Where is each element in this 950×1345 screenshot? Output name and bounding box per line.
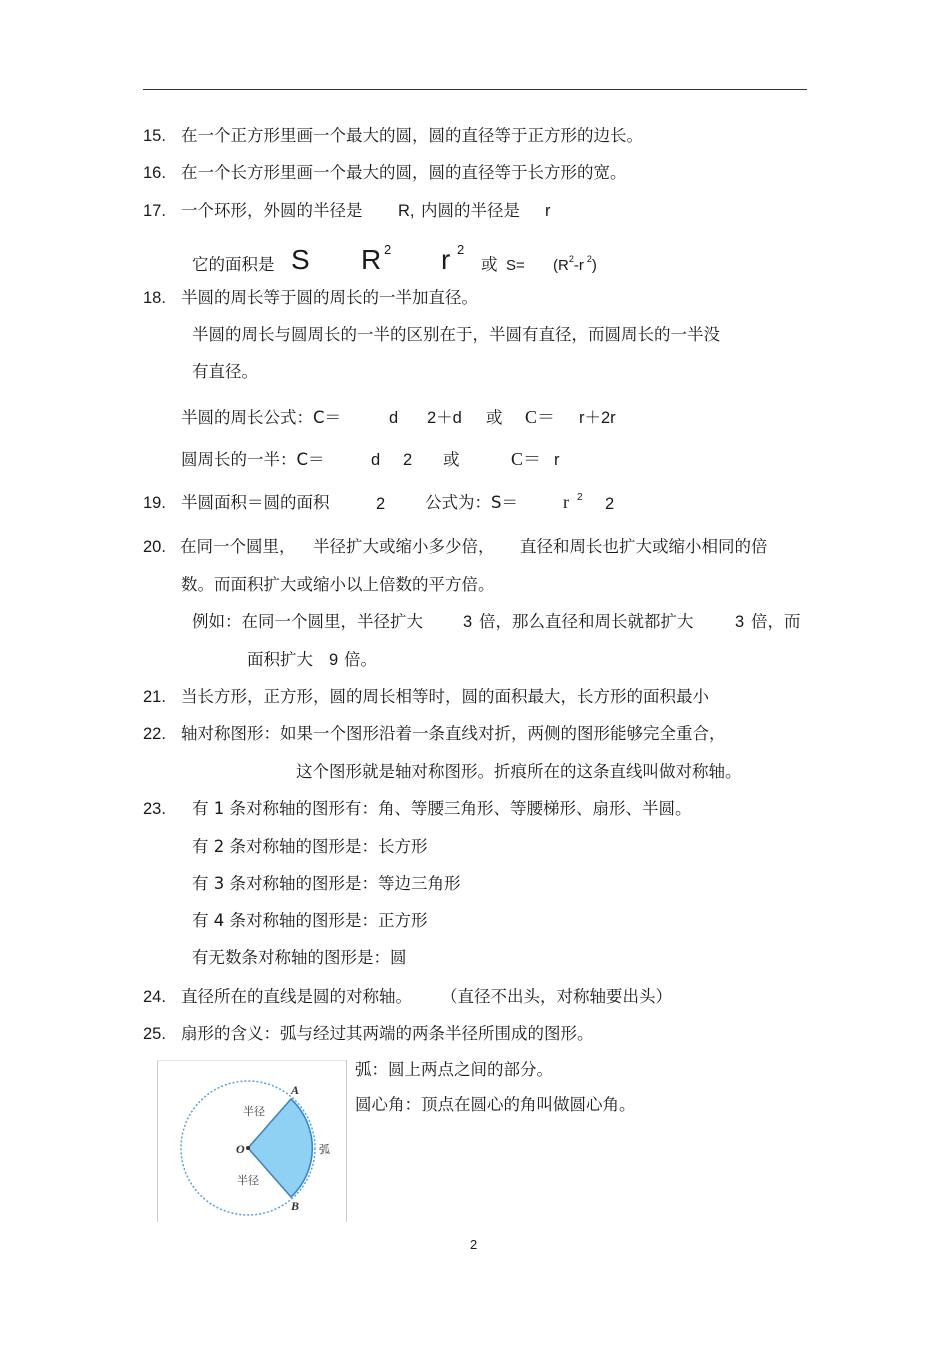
note-text: 半圆的周长与圆周长的一半的区别在于，半圆有直径，而圆周长的一半没 [192, 325, 720, 344]
sector-diagram [157, 1060, 347, 1222]
formula-d: d [389, 409, 399, 427]
or-text: 或 [486, 408, 503, 427]
formula-2: 2 [403, 451, 413, 469]
formula-2: 2 [605, 495, 615, 513]
central-angle-definition: 圆心角：顶点在圆心的角叫做圆心角。 [355, 1095, 636, 1114]
item-number: 17. [143, 202, 166, 220]
formula-2: 2 [376, 495, 386, 513]
item-number: 22. [143, 725, 166, 743]
or-text: 或 [443, 450, 460, 469]
formula-S: S= [506, 257, 525, 274]
formula-label: 公式为：S＝ [425, 493, 518, 512]
item-text: 直径和周长也扩大或缩小相同的倍 [520, 537, 768, 556]
item-text: 在一个长方形里画一个最大的圆，圆的直径等于长方形的宽。 [181, 163, 627, 182]
item-number: 19. [143, 494, 166, 512]
center-point [246, 1146, 250, 1150]
label-O: O [236, 1142, 245, 1156]
label-radius-upper: 半径 [243, 1105, 265, 1118]
item-number: 21. [143, 688, 166, 706]
item-text: 在同一个圆里， [180, 537, 296, 556]
example-text: 倍，那么直径和周长就都扩大 [479, 612, 694, 631]
exponent: 2 [384, 242, 392, 257]
item-text: 扇形的含义：弧与经过其两端的两条半径所围成的图形。 [181, 1024, 594, 1043]
item-text: 有无数条对称轴的图形是：圆 [192, 948, 407, 967]
example-text: 面积扩大 [247, 650, 313, 669]
example-number: 3 [463, 613, 473, 631]
item-text: 有 4 条对称轴的图形是：正方形 [192, 911, 428, 930]
label-radius-lower: 半径 [237, 1174, 259, 1187]
example-number: 9 [329, 651, 339, 669]
formula-label: 半圆的周长公式：C＝ [181, 408, 342, 427]
or-text: 或 [481, 255, 498, 274]
item-text: 轴对称图形：如果一个图形沿着一条直线对折，两侧的图形能够完全重合， [181, 724, 726, 743]
item-text: 有 2 条对称轴的图形是：长方形 [192, 837, 428, 856]
item-note: （直径不出头，对称轴要出头） [441, 987, 672, 1006]
var-r: r [545, 202, 551, 220]
item-number: 25. [143, 1025, 166, 1043]
example-text: 倍。 [344, 650, 377, 669]
item-text: 有 3 条对称轴的图形是：等边三角形 [192, 874, 461, 893]
example-number: 3 [735, 613, 745, 631]
item-text: 一个环形，外圆的半径是 [181, 201, 363, 220]
item-text: 这个图形就是轴对称图形。折痕所在的这条直线叫做对称轴。 [296, 762, 742, 781]
label-B: B [291, 1199, 300, 1213]
area-prefix: 它的面积是 [192, 255, 275, 274]
exponent: 2 [577, 492, 583, 503]
item-number: 24. [143, 988, 166, 1006]
label-arc: 弧 [319, 1143, 330, 1156]
label-A: A [291, 1083, 300, 1097]
header-rule [143, 89, 807, 90]
formula-d: d [371, 451, 381, 469]
arc-definition: 弧：圆上两点之间的部分。 [355, 1060, 553, 1079]
item-text: 半径扩大或缩小多少倍， [313, 537, 495, 556]
example-text: 倍，而 [751, 612, 801, 631]
formula-r: r＋2r [579, 409, 616, 427]
formula-paren: ($R^2-r$ $^2$) [553, 254, 597, 274]
item-number: 16. [143, 164, 166, 182]
symbol-r: r [441, 244, 451, 275]
formula-rest: 2＋d [427, 409, 462, 427]
formula-c: C＝ [511, 449, 542, 469]
symbol-R: R [361, 244, 382, 275]
exponent: 2 [457, 242, 465, 257]
note-text: 有直径。 [192, 362, 258, 381]
item-text: 半圆面积＝圆的面积 [181, 493, 330, 512]
var-R: R, [398, 202, 415, 220]
formula-c: C＝ [525, 407, 556, 427]
item-text: 有 1 条对称轴的图形有：角、等腰三角形、等腰梯形、扇形、半圆。 [192, 799, 692, 818]
example-text: 例如：在同一个圆里，半径扩大 [192, 612, 423, 631]
item-text: 直径所在的直线是圆的对称轴。 [181, 987, 412, 1006]
item-text: 内圆的半径是 [421, 201, 520, 220]
symbol-S: S [291, 244, 310, 275]
item-number: 18. [143, 289, 166, 307]
sector-figure [157, 1060, 347, 1222]
item-number: 20. [143, 538, 166, 556]
formula-r: r [554, 451, 560, 469]
item-text: 当长方形，正方形，圆的周长相等时，圆的面积最大，长方形的面积最小 [181, 687, 709, 706]
half-label: 圆周长的一半：C＝ [181, 450, 325, 469]
page-number: 2 [470, 1237, 478, 1252]
formula-r: r [563, 492, 569, 512]
item-text: 数。而面积扩大或缩小以上倍数的平方倍。 [181, 575, 495, 594]
item-number: 23. [143, 800, 166, 818]
item-number: 15. [143, 127, 166, 145]
item-text: 半圆的周长等于圆的周长的一半加直径。 [181, 288, 478, 307]
item-text: 在一个正方形里画一个最大的圆，圆的直径等于正方形的边长。 [181, 126, 643, 145]
